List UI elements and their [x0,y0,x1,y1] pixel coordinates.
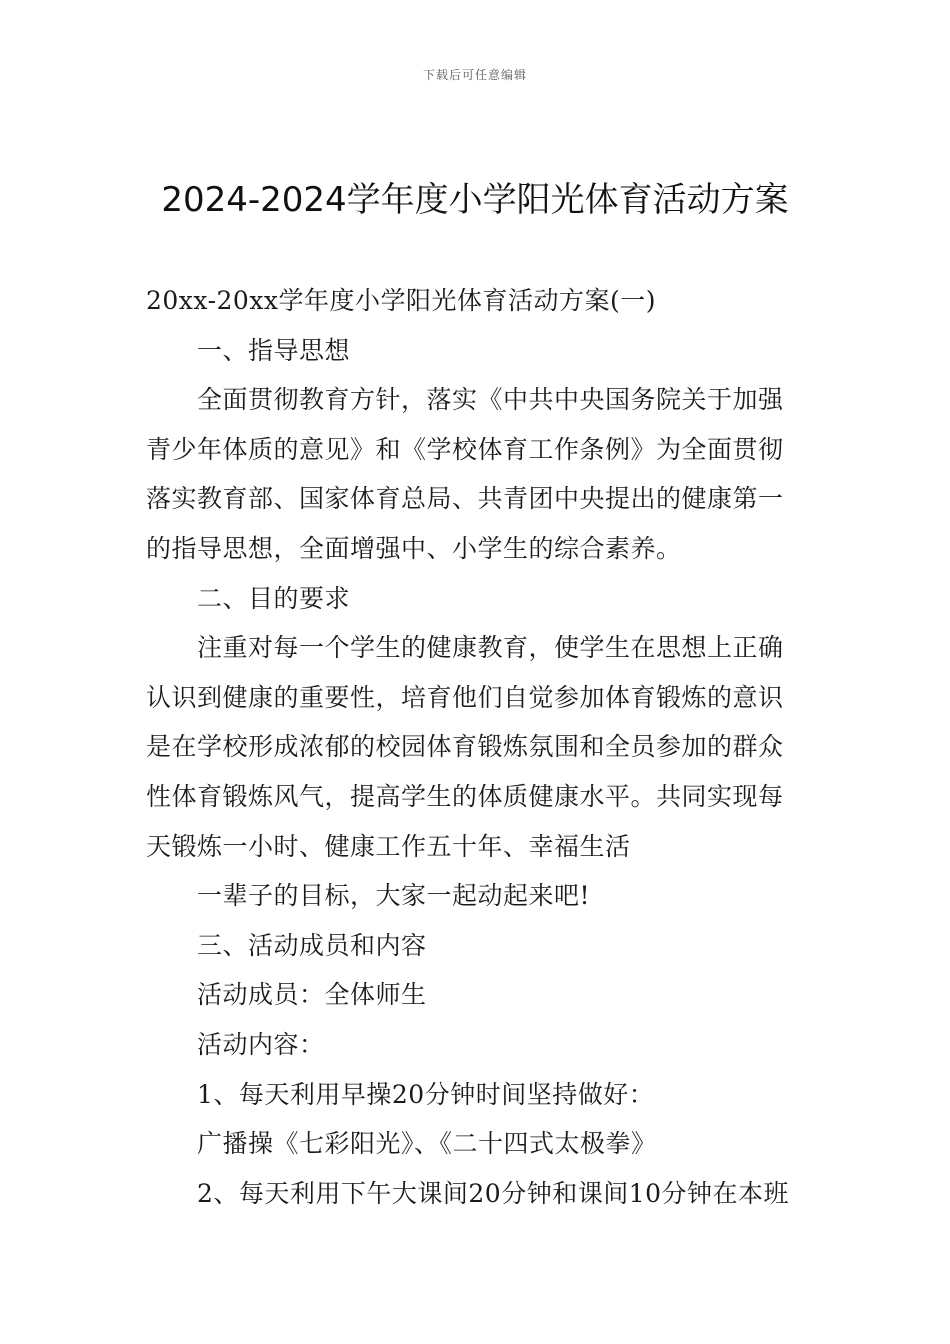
section-heading-members-content: 三、活动成员和内容 [197,930,427,960]
section-heading-guiding-thought: 一、指导思想 [197,335,351,365]
subtitle: 20xx-20xx学年度小学阳光体育活动方案(一) [146,286,657,315]
list-item: 1、每天利用早操20分钟时间坚持做好： [197,1079,655,1109]
list-item: 2、每天利用下午大课间20分钟和课间10分钟在本班 [197,1178,790,1208]
section-heading-purpose: 二、目的要求 [197,583,351,613]
document-body [146,276,806,1218]
document-title: 2024-2024学年度小学阳光体育活动方案 [161,180,789,220]
header-note: 下载后可任意编辑 [422,68,527,82]
content-label: 活动内容： [197,1029,325,1059]
members-line: 活动成员：全体师生 [197,980,427,1010]
section-text-purpose-continued: 一辈子的目标，大家一起动起来吧! [197,881,591,911]
section-text-purpose: 注重对每一个学生的健康教育，使学生在思想上正确认识到健康的重要性，培育他们自觉参加体育锻炼的意识是在学校形成浓郁的校园体育锻炼氛围和全员参加的群众性体育锻炼风气，提高学生的体质健康水平。共同实现每天锻炼一小时、健康工作五十年、幸福生活 [146,633,784,861]
section-text-guiding-thought: 全面贯彻教育方针，落实《中共中央国务院关于加强青少年体质的意见》和《学校体育工作条例》为全面贯彻落实教育部、国家体育总局、共青团中央提出的健康第一的指导思想，全面增强中、小学生的综合素养。 [146,385,784,563]
list-item-detail: 广播操《七彩阳光》、《二十四式太极拳》 [197,1129,657,1159]
